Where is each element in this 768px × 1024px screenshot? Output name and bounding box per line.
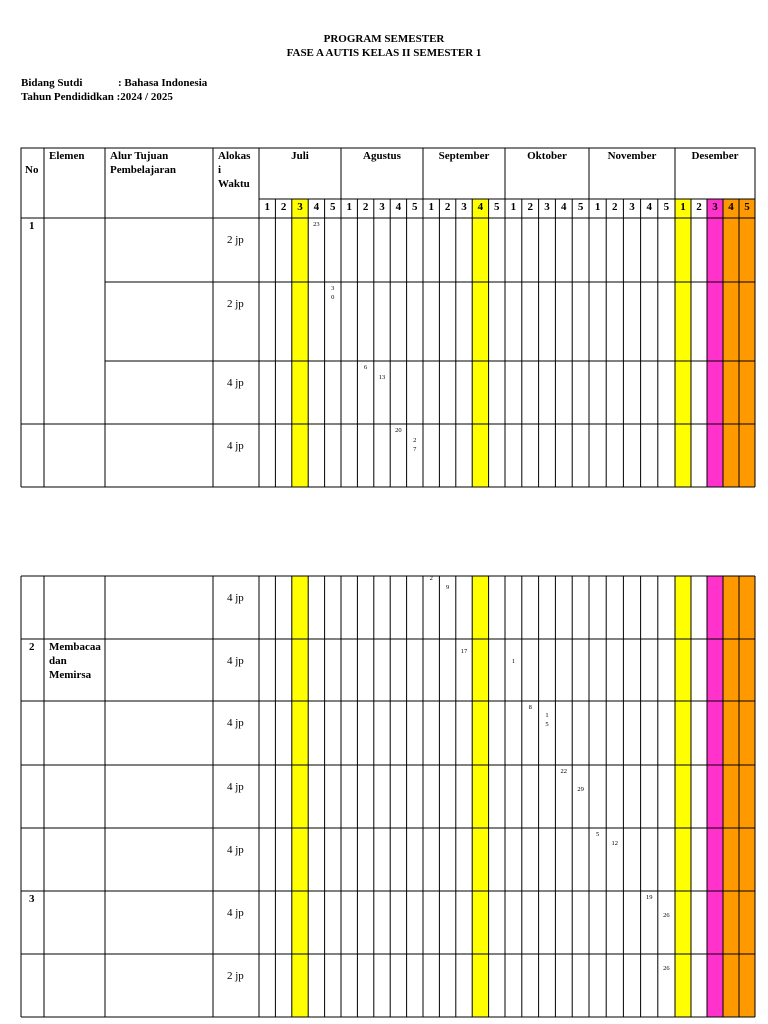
section2-highlight-orange [739, 576, 755, 1017]
alokasi-waktu-value: 2 jp [227, 234, 244, 246]
date-mark: 22 [560, 768, 568, 775]
bidang-studi-value: : Bahasa Indonesia [118, 77, 208, 89]
week-number: 3 [297, 201, 303, 213]
column-header-alur: Pembelajaran [110, 164, 176, 176]
week-number: 1 [510, 201, 517, 213]
alokasi-waktu-value: 4 jp [227, 844, 244, 856]
section2-highlight-magenta [707, 576, 723, 1017]
week-number: 1 [428, 201, 434, 213]
alokasi-waktu-value: 4 jp [227, 717, 244, 729]
week-number: 2 [612, 201, 618, 213]
column-header-alokasi: i [218, 164, 222, 176]
section1-highlight-yellow [472, 218, 488, 487]
date-mark: 7 [413, 446, 417, 453]
document-subtitle: FASE A AUTIS KELAS II SEMESTER 1 [286, 47, 482, 59]
alokasi-waktu-value: 4 jp [227, 907, 244, 919]
column-header-no: No [25, 164, 39, 176]
week-number: 3 [379, 201, 385, 213]
week-number: 2 [527, 201, 533, 213]
column-header-alokasi: Waktu [218, 178, 250, 190]
tahun-pendidikan-value: :2024 / 2025 [116, 91, 173, 103]
alokasi-waktu-value: 4 jp [227, 592, 244, 604]
date-mark: 5 [595, 831, 600, 838]
week-number: 5 [330, 201, 336, 213]
week-number: 5 [663, 201, 670, 213]
month-header-oktober: Oktober [527, 150, 567, 162]
week-number: 2 [280, 201, 287, 213]
section1-highlight-orange [723, 218, 739, 487]
date-mark: 19 [645, 894, 653, 901]
tahun-pendidikan-label: Tahun Pendididkan [21, 91, 114, 103]
date-mark: 8 [528, 704, 532, 711]
week-number: 3 [544, 201, 550, 213]
elemen-label: dan [49, 655, 67, 667]
alokasi-waktu-value: 4 jp [227, 781, 244, 793]
date-mark: 12 [611, 840, 619, 847]
section2-highlight-orange [723, 576, 739, 1017]
week-number: 2 [362, 201, 369, 213]
date-mark: 13 [378, 374, 386, 381]
week-number: 4 [646, 201, 652, 213]
week-number: 4 [728, 201, 734, 213]
section1-highlight-yellow [292, 218, 308, 487]
week-number: 4 [477, 201, 484, 213]
document-title: PROGRAM SEMESTER [323, 33, 445, 45]
month-header-november: November [607, 150, 657, 162]
section1-highlight-magenta [707, 218, 723, 487]
month-header-desember: Desember [691, 150, 739, 162]
bidang-studi-label: Bidang Sutdi [21, 77, 83, 89]
week-number: 4 [561, 201, 567, 213]
date-mark: 1 [511, 658, 516, 665]
month-header-juli: Juli [291, 150, 309, 162]
date-mark: 2 [429, 575, 433, 582]
date-mark: 5 [545, 721, 549, 728]
week-number: 5 [412, 201, 418, 213]
elemen-label: Memirsa [49, 669, 92, 681]
date-mark: 0 [331, 294, 335, 301]
week-number: 2 [696, 201, 702, 213]
week-number: 4 [395, 201, 402, 213]
section1-row-number: 1 [29, 220, 35, 232]
column-header-alur: Alur Tujuan [110, 150, 169, 162]
date-mark: 26 [663, 965, 670, 972]
alokasi-waktu-value: 4 jp [227, 440, 244, 452]
date-mark: 6 [363, 364, 368, 371]
section2-highlight-yellow [292, 576, 308, 1017]
date-mark: 2 [413, 437, 417, 444]
week-number: 5 [494, 201, 500, 213]
section1-highlight-yellow [675, 218, 691, 487]
section1-highlight-orange [739, 218, 755, 487]
week-number: 3 [712, 201, 718, 213]
alokasi-waktu-value: 4 jp [227, 377, 244, 389]
week-number: 3 [629, 201, 635, 213]
week-number: 4 [313, 201, 320, 213]
section2-highlight-yellow [675, 576, 691, 1017]
date-mark: 1 [545, 712, 549, 719]
week-number: 5 [744, 201, 750, 213]
date-mark: 3 [331, 285, 335, 292]
section2-highlight-yellow [472, 576, 488, 1017]
week-number: 1 [346, 201, 352, 213]
alokasi-waktu-value: 2 jp [227, 970, 244, 982]
week-number: 2 [444, 201, 451, 213]
week-number: 5 [577, 201, 584, 213]
section2-row-number: 2 [29, 641, 35, 653]
date-mark: 20 [395, 427, 402, 434]
alokasi-waktu-value: 4 jp [227, 655, 244, 667]
week-number: 3 [461, 201, 467, 213]
section2-row-number: 3 [29, 893, 35, 905]
date-mark: 9 [445, 584, 450, 591]
alokasi-waktu-value: 2 jp [227, 298, 244, 310]
date-mark: 17 [460, 648, 468, 655]
month-header-agustus: Agustus [363, 150, 401, 162]
column-header-elemen: Elemen [49, 150, 85, 162]
date-mark: 23 [313, 221, 320, 228]
elemen-label: Membacaa [49, 641, 101, 653]
column-header-alokasi: Alokas [218, 150, 251, 162]
week-number: 1 [264, 201, 270, 213]
date-mark: 26 [663, 912, 670, 919]
month-header-september: September [438, 150, 490, 162]
date-mark: 29 [577, 786, 584, 793]
week-number: 1 [594, 201, 601, 213]
week-number: 1 [680, 201, 686, 213]
